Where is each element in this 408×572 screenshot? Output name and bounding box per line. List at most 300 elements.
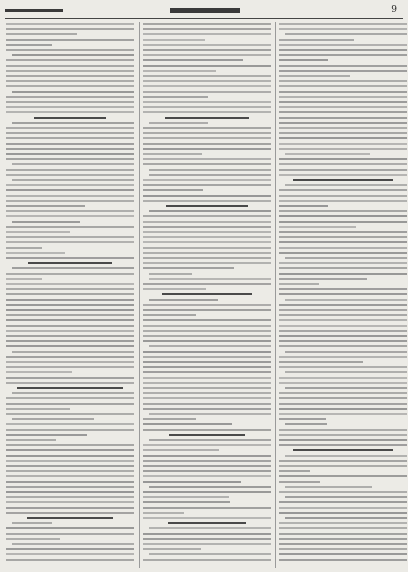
text-line — [6, 533, 134, 535]
text-line — [149, 439, 271, 441]
text-line — [143, 283, 271, 285]
text-line — [6, 309, 134, 311]
text-line — [143, 33, 271, 35]
text-line — [279, 117, 407, 119]
text-line — [279, 527, 407, 529]
text-line — [279, 163, 407, 165]
text-line — [279, 403, 407, 405]
text-line — [6, 28, 134, 30]
text-line — [6, 496, 134, 498]
text-line — [279, 111, 407, 113]
text-line — [279, 231, 407, 233]
text-line — [279, 330, 407, 332]
text-line — [6, 153, 134, 155]
text-line — [143, 236, 271, 238]
header-date-text — [5, 9, 63, 12]
text-line — [143, 449, 219, 451]
text-line — [6, 538, 60, 540]
text-line — [6, 210, 134, 212]
text-line — [279, 215, 407, 217]
text-line — [149, 273, 192, 275]
text-line — [6, 65, 134, 67]
text-line — [279, 221, 407, 223]
text-line — [143, 189, 203, 191]
text-line — [6, 314, 134, 316]
text-line — [279, 252, 407, 254]
text-line — [143, 44, 271, 46]
article-heading-line — [169, 434, 245, 436]
text-line — [143, 96, 208, 98]
text-line — [279, 444, 407, 446]
text-line — [279, 174, 407, 176]
text-line — [143, 335, 271, 337]
text-line — [279, 470, 310, 472]
text-line — [279, 80, 407, 82]
text-line — [285, 299, 407, 301]
text-line — [6, 397, 134, 399]
text-line — [143, 200, 271, 202]
text-line — [12, 163, 134, 165]
text-line — [279, 460, 407, 462]
text-line — [279, 23, 407, 25]
text-line — [279, 392, 407, 394]
text-line — [279, 522, 407, 524]
article-heading-line — [27, 517, 112, 519]
text-line — [285, 351, 407, 353]
text-line — [6, 491, 134, 493]
text-line — [143, 382, 271, 384]
text-line — [6, 319, 134, 321]
text-line — [279, 429, 407, 431]
text-line — [6, 59, 134, 61]
text-line — [6, 553, 134, 555]
text-line — [6, 75, 134, 77]
text-line — [143, 319, 271, 321]
text-line — [149, 299, 218, 301]
text-line — [6, 252, 65, 254]
text-line — [285, 371, 407, 373]
text-line — [143, 408, 271, 410]
text-line — [6, 96, 134, 98]
page-number: 9 — [391, 5, 397, 15]
text-line — [285, 153, 370, 155]
text-line — [143, 512, 184, 514]
text-line — [279, 106, 407, 108]
text-line — [279, 309, 407, 311]
text-line — [6, 247, 42, 249]
text-line — [143, 460, 271, 462]
text-line — [279, 501, 407, 503]
text-line — [6, 174, 134, 176]
text-line — [279, 345, 407, 347]
text-line — [279, 533, 407, 535]
text-line — [143, 158, 271, 160]
text-line — [143, 501, 230, 503]
text-line — [6, 548, 134, 550]
text-line — [6, 382, 134, 384]
text-line — [6, 169, 134, 171]
text-line — [6, 444, 134, 446]
text-line — [143, 247, 271, 249]
text-line — [143, 351, 271, 353]
page-header — [5, 5, 403, 18]
text-line — [143, 314, 196, 316]
header-rule — [5, 18, 403, 19]
text-line — [143, 507, 271, 509]
text-line — [143, 387, 271, 389]
text-line — [143, 366, 271, 368]
text-line — [285, 257, 407, 259]
text-line — [6, 283, 134, 285]
text-line — [279, 366, 407, 368]
text-line — [6, 231, 70, 233]
text-line — [6, 85, 134, 87]
text-line — [143, 179, 271, 181]
text-line — [6, 205, 85, 207]
text-line — [6, 278, 42, 280]
text-line — [279, 538, 407, 540]
text-line — [6, 189, 134, 191]
text-line — [143, 325, 271, 327]
text-line — [279, 148, 407, 150]
text-line — [143, 429, 271, 431]
text-line — [279, 49, 407, 51]
text-line — [279, 278, 367, 280]
article-heading-line — [293, 179, 394, 181]
text-line — [285, 486, 372, 488]
text-line — [6, 377, 134, 379]
text-line — [6, 200, 134, 202]
text-line — [279, 75, 350, 77]
article-heading-line — [168, 522, 246, 524]
text-line — [279, 408, 407, 410]
text-line — [6, 273, 134, 275]
text-line — [6, 439, 56, 441]
text-line — [12, 54, 134, 56]
text-line — [143, 226, 271, 228]
text-line — [143, 465, 271, 467]
text-line — [143, 548, 201, 550]
text-line — [143, 23, 271, 25]
text-line — [143, 444, 271, 446]
text-line — [143, 538, 271, 540]
text-line — [279, 507, 407, 509]
text-line — [6, 403, 134, 405]
text-line — [6, 293, 134, 295]
text-line — [279, 236, 407, 238]
text-line — [285, 387, 407, 389]
text-line — [279, 382, 407, 384]
text-line — [6, 44, 52, 46]
text-line — [6, 486, 134, 488]
text-line — [143, 137, 271, 139]
text-line — [143, 195, 271, 197]
text-line — [143, 392, 271, 394]
text-line — [6, 423, 134, 425]
text-line — [143, 70, 216, 72]
text-line — [279, 195, 407, 197]
text-line — [143, 517, 271, 519]
text-line — [6, 70, 134, 72]
text-line — [143, 28, 271, 30]
text-line — [6, 111, 134, 113]
text-line — [6, 106, 134, 108]
text-line — [6, 465, 134, 467]
text-line — [6, 241, 134, 243]
text-line — [279, 210, 407, 212]
article-heading-line — [17, 387, 123, 389]
text-line — [6, 184, 134, 186]
text-line — [279, 143, 407, 145]
text-line — [6, 356, 134, 358]
text-line — [143, 288, 206, 290]
text-line — [6, 49, 134, 51]
text-line — [143, 371, 271, 373]
text-line — [279, 65, 407, 67]
text-line — [143, 101, 271, 103]
text-line — [285, 517, 407, 519]
text-line — [279, 559, 407, 561]
text-line — [279, 356, 407, 358]
text-line — [279, 54, 407, 56]
text-line — [6, 559, 134, 561]
text-line — [279, 377, 407, 379]
text-line — [12, 179, 134, 181]
text-line — [279, 127, 407, 129]
text-line — [279, 475, 407, 477]
text-line — [143, 496, 229, 498]
article-heading-line — [293, 449, 393, 451]
text-line — [143, 304, 271, 306]
text-line — [143, 543, 271, 545]
text-line — [143, 377, 271, 379]
text-line — [6, 340, 134, 342]
text-line — [6, 408, 70, 410]
text-line — [279, 314, 407, 316]
text-line — [6, 226, 134, 228]
text-line — [143, 75, 271, 77]
text-line — [279, 200, 407, 202]
text-line — [12, 91, 134, 93]
text-line — [279, 241, 407, 243]
text-line — [279, 553, 407, 555]
text-line — [143, 148, 271, 150]
text-line — [6, 512, 134, 514]
text-line — [279, 325, 407, 327]
text-line — [6, 158, 134, 160]
text-line — [279, 335, 407, 337]
text-line — [279, 44, 407, 46]
text-line — [143, 455, 271, 457]
text-line — [149, 169, 271, 171]
text-line — [143, 309, 271, 311]
text-line — [279, 340, 407, 342]
text-line — [6, 236, 134, 238]
text-line — [279, 397, 407, 399]
text-line — [279, 465, 407, 467]
text-line — [143, 252, 271, 254]
column-right — [279, 23, 407, 568]
text-line — [6, 257, 134, 259]
text-line — [6, 127, 134, 129]
text-line — [279, 189, 407, 191]
text-line — [279, 247, 407, 249]
text-line — [143, 491, 271, 493]
column-divider — [275, 22, 276, 568]
text-line — [143, 54, 271, 56]
text-line — [6, 475, 134, 477]
column-middle — [143, 23, 271, 568]
text-line — [12, 351, 134, 353]
text-line — [6, 501, 134, 503]
text-line — [143, 143, 271, 145]
text-line — [143, 361, 271, 363]
text-line — [279, 158, 407, 160]
text-line — [143, 111, 271, 113]
text-line — [6, 215, 134, 217]
text-line — [279, 273, 407, 275]
text-line — [143, 163, 271, 165]
text-line — [6, 143, 134, 145]
article-heading-line — [162, 293, 252, 295]
text-line — [143, 262, 271, 264]
text-line — [149, 210, 271, 212]
text-line — [149, 278, 271, 280]
text-line — [143, 80, 271, 82]
text-line — [279, 262, 407, 264]
text-line — [6, 335, 134, 337]
text-line — [6, 195, 134, 197]
text-line — [6, 434, 87, 436]
text-line — [279, 59, 328, 61]
article-heading-line — [34, 117, 106, 119]
text-line — [6, 413, 134, 415]
text-line — [279, 137, 407, 139]
text-line — [149, 413, 271, 415]
text-line — [6, 371, 72, 373]
text-line — [12, 522, 52, 524]
text-line — [279, 267, 407, 269]
text-line — [6, 361, 134, 363]
text-line — [279, 132, 407, 134]
text-line — [143, 470, 271, 472]
text-line — [285, 455, 407, 457]
text-line — [12, 221, 80, 223]
article-heading-line — [28, 262, 112, 264]
text-line — [279, 548, 407, 550]
text-line — [279, 226, 356, 228]
text-line — [6, 288, 134, 290]
text-line — [6, 507, 134, 509]
text-line — [279, 413, 407, 415]
text-line — [279, 361, 363, 363]
masthead-title — [170, 8, 240, 13]
text-line — [143, 481, 241, 483]
text-line — [6, 132, 134, 134]
column-left — [6, 23, 134, 568]
text-line — [6, 304, 134, 306]
text-line — [143, 418, 196, 420]
text-line — [285, 33, 407, 35]
text-line — [279, 28, 407, 30]
text-line — [6, 470, 134, 472]
text-line — [6, 455, 134, 457]
text-line — [143, 127, 271, 129]
column-divider — [139, 22, 140, 568]
text-line — [143, 231, 271, 233]
text-line — [285, 496, 407, 498]
text-line — [143, 59, 243, 61]
text-line — [279, 91, 407, 93]
text-line — [143, 340, 271, 342]
text-line — [143, 559, 271, 561]
text-line — [143, 215, 271, 217]
text-line — [143, 533, 271, 535]
text-line — [149, 486, 271, 488]
text-line — [279, 543, 407, 545]
text-line — [6, 33, 77, 35]
text-line — [12, 392, 134, 394]
text-line — [143, 132, 271, 134]
text-line — [6, 527, 134, 529]
text-line — [279, 85, 407, 87]
text-line — [285, 423, 327, 425]
article-heading-line — [165, 117, 248, 119]
text-line — [279, 418, 326, 420]
text-line — [143, 475, 271, 477]
text-line — [149, 345, 271, 347]
text-line — [143, 241, 271, 243]
text-line — [285, 184, 407, 186]
text-line — [143, 267, 234, 269]
text-line — [143, 423, 232, 425]
text-line — [149, 174, 271, 176]
text-line — [279, 96, 407, 98]
article-heading-line — [166, 205, 248, 207]
text-line — [279, 205, 328, 207]
text-line — [6, 366, 134, 368]
text-line — [12, 418, 94, 420]
text-line — [279, 288, 407, 290]
text-line — [279, 101, 407, 103]
text-line — [143, 49, 271, 51]
text-line — [149, 553, 271, 555]
text-line — [143, 330, 271, 332]
text-line — [279, 512, 407, 514]
text-line — [143, 91, 271, 93]
text-line — [149, 527, 271, 529]
text-line — [6, 80, 134, 82]
text-line — [143, 257, 271, 259]
text-line — [6, 137, 134, 139]
text-line — [279, 491, 407, 493]
text-line — [143, 85, 271, 87]
text-line — [143, 106, 271, 108]
text-line — [12, 122, 134, 124]
text-line — [6, 449, 134, 451]
text-line — [12, 543, 134, 545]
text-line — [6, 325, 134, 327]
text-line — [143, 397, 271, 399]
text-line — [143, 356, 271, 358]
text-line — [6, 481, 134, 483]
text-line — [279, 304, 407, 306]
text-line — [279, 122, 407, 124]
text-line — [279, 283, 319, 285]
text-line — [6, 148, 134, 150]
text-line — [149, 122, 208, 124]
text-line — [279, 70, 407, 72]
